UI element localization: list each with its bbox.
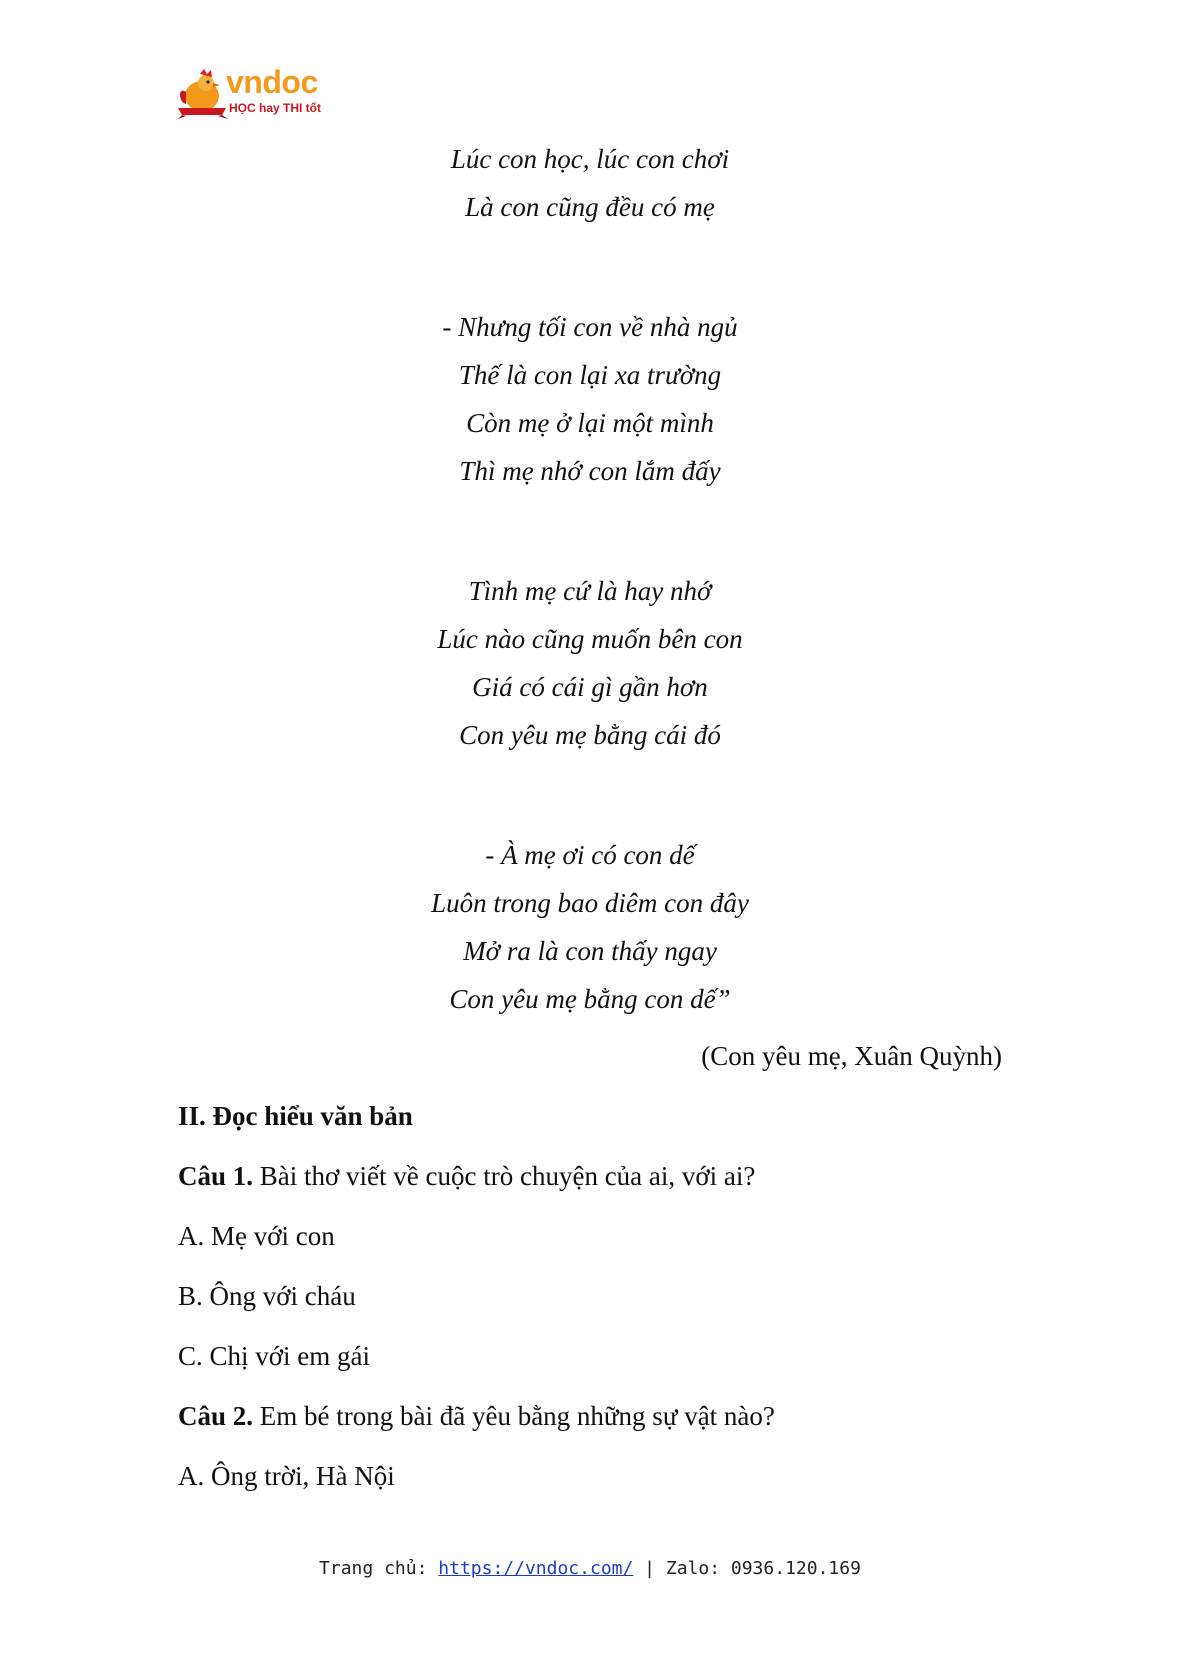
poem-line: Con yêu mẹ bằng cái đó bbox=[459, 720, 721, 750]
question-1 bbox=[178, 1156, 755, 1196]
poem-line: Tình mẹ cứ là hay nhớ bbox=[468, 576, 712, 606]
poem-line: Thế là con lại xa trường bbox=[458, 360, 722, 390]
poem-line: Con yêu mẹ bằng con dế” bbox=[449, 984, 731, 1014]
section-title: II. Đọc hiểu văn bản bbox=[178, 1101, 413, 1131]
brand-slogan: HỌC hay THI tốt bbox=[229, 101, 321, 115]
question-label: Câu 2. bbox=[178, 1401, 254, 1431]
poem-line: Luôn trong bao diêm con đây bbox=[431, 888, 749, 918]
poem-line: Thì mẹ nhớ con lắm đấy bbox=[459, 456, 721, 486]
stanza-gap bbox=[0, 495, 1180, 567]
question-text: Bài thơ viết về cuộc trò chuyện của ai, với ai? bbox=[253, 1161, 756, 1191]
rooster-mascot-icon bbox=[176, 68, 232, 120]
question-label: Câu 1. bbox=[178, 1161, 254, 1191]
vndoc-logo bbox=[176, 64, 346, 122]
stanza-gap bbox=[0, 759, 1180, 831]
question-text: Em bé trong bài đã yêu bằng những sự vật nào? bbox=[253, 1401, 775, 1431]
poem-line: Còn mẹ ở lại một mình bbox=[466, 408, 714, 438]
poem-attribution: (Con yêu mẹ, Xuân Quỳnh) bbox=[701, 1041, 1002, 1071]
answer-option: B. Ông với cháu bbox=[178, 1281, 356, 1311]
answer-option: C. Chị với em gái bbox=[178, 1341, 371, 1371]
poem-line: Mở ra là con thấy ngay bbox=[463, 936, 717, 966]
question-2 bbox=[178, 1396, 775, 1436]
footer-home-label: Trang chủ: bbox=[319, 1558, 439, 1579]
footer-zalo: Zalo: 0936.120.169 bbox=[665, 1558, 861, 1579]
answer-option: A. Mẹ với con bbox=[178, 1221, 335, 1251]
poem-line: Lúc nào cũng muốn bên con bbox=[437, 624, 743, 654]
footer-separator: | bbox=[633, 1558, 666, 1579]
brand-name: vndoc bbox=[226, 64, 318, 100]
poem-line: Lúc con học, lúc con chơi bbox=[450, 144, 730, 174]
poem-line: Là con cũng đều có mẹ bbox=[465, 192, 715, 222]
poem-line: - À mẹ ơi có con dế bbox=[485, 840, 695, 870]
stanza-gap bbox=[0, 231, 1180, 303]
poem bbox=[0, 135, 1180, 1023]
poem-line: Giá có cái gì gần hơn bbox=[472, 672, 708, 702]
answer-option: A. Ông trời, Hà Nội bbox=[178, 1461, 395, 1491]
poem-line: - Nhưng tối con về nhà ngủ bbox=[442, 312, 738, 342]
page-footer bbox=[0, 1556, 1180, 1582]
footer-home-link[interactable]: https://vndoc.com/ bbox=[438, 1558, 634, 1579]
